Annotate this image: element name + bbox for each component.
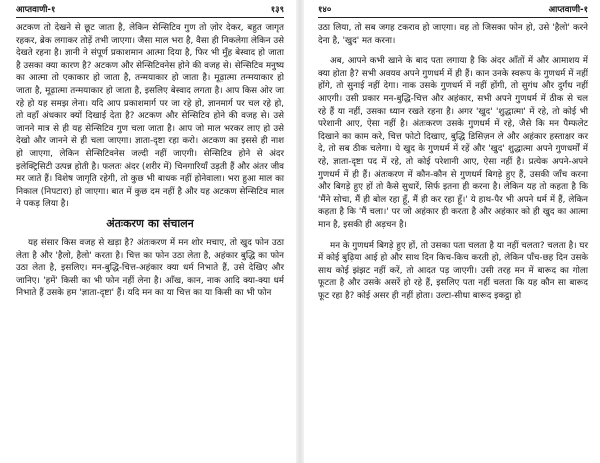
paragraph-gap xyxy=(318,47,588,55)
section-title: अंतःकरण का संचालन xyxy=(106,216,194,230)
paragraph-gap xyxy=(318,232,588,240)
left-page-number: १३९ xyxy=(270,5,284,15)
left-paragraph-2: यह संसार किस वजह से खड़ा है? अंतःकरण में मन शोर मचाए, तो खुद फोन उठा लेता है और 'हैलो, हैलो' करता है। चित्त का फोन उठा लेता है, अहंकार बुद्धि का फोन उठा लेता है, इसलिए। मन-बुद्धि-चित्त-अहंकार क्या धर्म निभाते हैं, उसे देखिए और जानिए। 'हमें' किसी का भी फोन नहीं लेना है। आँख, कान, नाक आदि क्या-क्या धर्म निभाते हैं उसके हम 'ज्ञाता-दृष्टा' हैं। यदि मन का या चित्त का या किसी का भी फोन xyxy=(16,237,284,299)
right-paragraph-2: अब, आपने कभी खाने के बाद पता लगाया है कि अंदर आँतों में और आमाशय में क्या होता है? सभी अवयव अपने गुणधर्म में ही हैं। कान उनके स्वरूप के गुणधर्म में नहीं होंगे, तो सुनाई नहीं देगा। नाक उसके गुणधर्म में नहीं होंगी, तो सुगंध और दुर्गंध नहीं आएगी। उसी प्रकार मन-बुद्धि-चित्त और अहंकार, सभी अपने गुणधर्म में ठीक से चल रहे हैं या नहीं, उसका ध्यान रखते रहना है। अगर 'खुद' 'शुद्धात्मा' में रहे, तो कोई भी परेशानी आए, ऐसा नहीं है। अंतःकरण उसके गुणधर्म में रहे, जैसे कि मन पैम्फलेट दिखाने का काम करे, चित्त फोटो दिखाए, बुद्धि डिसिज़न ले और अहंकार हस्ताक्षर कर दे, तो सब ठीक चलेगा। ये खुद के गुणधर्म में रहें और 'खुद' शुद्धात्मा अपने गुणधर्मों में रहे, ज्ञाता-दृष्टा पद में रहे, तो कोई परेशानी आए, ऐसा नहीं है। प्रत्येक अपने-अपने गुणधर्म में ही हैं। अंतःकरण में कौन-कौन से गुणधर्म बिगड़े हुए हैं, उसकी जाँच करना और बिगड़े हुए हों तो कैसे सुधारें, सिर्फ इतना ही करना है। लेकिन यह तो कहता है कि 'मैंने सोचा, मैं ही बोल रहा हूँ, मैं ही कर रहा हूँ।' ये हाथ-पैर भी अपने धर्म में हैं, लेकिन कहता है कि 'मैं चला।' पर जो अहंकार ही करता है और अहंकार को ही खुद का आत्मा मान है, इसकी ही अड़चन है। xyxy=(318,56,588,230)
left-paragraph-1: अटकण तो देखने से छूट जाता है, लेकिन सेन्सिटिव गुण तो ज़ोर देकर, बहुत जागृत रहकर, ब्रेक लगाकर तोड़ें तभी जाएगा। जैसा माल भरा है, वैसा ही निकलेगा लेकिन उसे देखते रहना है। ज्ञानी ने संपूर्ण प्रकाशमान आत्मा दिया है, फिर भी मुँह बेस्वाद हो जाता है उसका क्या कारण है? अटकण और सेन्सिटिवनेस होने की वजह से। सेन्सिटिव मनुष्य का आत्मा तो एकाकार हो जाता है, तन्मयाकार हो जाता है। मूढ़ात्मा तन्मयाकार हो जाता है, मूढ़ात्मा तन्मयाकार हो जाता है, इसलिए बेस्वाद लगता है। आप किस ओर जा रहे हो यह समझ लेना। यदि आप प्रकाशमार्ग पर जा रहे हो, ज्ञानमार्ग पर चल रहे हो, तो वहाँ अंधकार क्यों दिखाई देता है? अटकण और सेन्सिटिव होने की वजह से। उसे जानने मात्र से ही यह सेन्सिटिव गुण चला जाता है। आप जो माल भरकर लाए हो उसे देखो और जानने से ही चला जाएगा। ज्ञाता-दृष्टा रहा करो। अटकण का इससे ही नाश हो जाएगा, लेकिन सेन्सिटिवनेस जल्दी नहीं जाएगी। सेन्सिटिव होने से अंदर इलेक्ट्रिसिटी उत्पन्न होती है। फलतः अंदर (शरीर में) चिनगारियाँ उड़ती हैं और अंतर जीव मर जाते हैं। विशेष जागृति रहेगी, तो कुछ भी बाधक नहीं होनेवाला। भरा हुआ माल का निकाल (निपटारा) हो जाएगा। बात में कुछ दम नहीं है और यह अटकण सेन्सिटिव माल ने पकड़ लिया है। xyxy=(16,23,284,210)
right-header-title: आप्तवाणी-१ xyxy=(548,5,588,15)
left-page-header xyxy=(16,4,284,18)
book-gutter xyxy=(296,0,304,463)
right-page-number: १४० xyxy=(318,5,332,15)
right-paragraph-3: मन के गुणधर्म बिगड़े हुए हों, तो उसका पता चलता है या नहीं चलता? चलता है। घर में कोई बुढ़िया आई हो और साथ दिन किच-किच करती हो, लेकिन पाँच-छह दिन उसके साथ कोई झंझट नहीं करें, तो आदत पड़ जाएगी। उसी तरह मन में बारूद का गोला फूटता है और उसके असरें हो रहे हैं, इसलिए पता नहीं चलता कि यह कौन सा बारूद फूट रहा है? कोई असर ही नहीं होता। उल्टा-सीधा बारूद इकट्ठा हो xyxy=(318,240,588,301)
left-page xyxy=(0,0,292,463)
right-paragraph-1: उठा लिया, तो सब जगह टकराव हो जाएगा। वह तो जिसका फोन हो, उसे 'हैलो' करने देना है, 'खुद' मत करना। xyxy=(318,23,588,46)
right-page-header xyxy=(318,4,588,18)
left-header-title: आप्तवाणी-१ xyxy=(16,5,56,15)
right-page xyxy=(308,0,600,463)
